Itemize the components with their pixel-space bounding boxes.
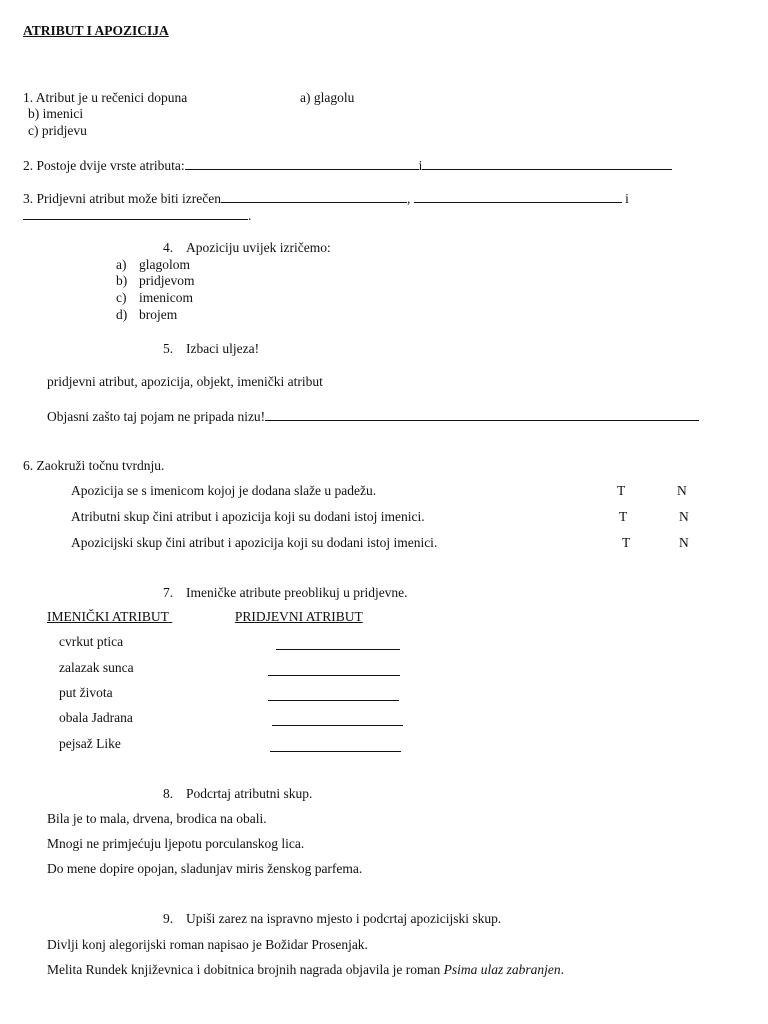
true-option[interactable]: T	[619, 509, 628, 524]
question-7-heading	[163, 585, 408, 601]
answer-blank[interactable]	[221, 190, 407, 203]
question-8-number: 8.	[163, 786, 174, 801]
nominal-attribute-item: zalazak sunca	[59, 660, 134, 675]
question-2-and: i	[418, 158, 423, 173]
nominal-attribute-item: cvrkut ptica	[59, 634, 124, 649]
false-option[interactable]: N	[679, 535, 689, 550]
statement-3: Apozicijski skup čini atribut i apozicija koji su dodani istoj imenici.	[71, 535, 438, 550]
answer-blank[interactable]	[268, 688, 399, 701]
question-5-heading	[163, 341, 259, 357]
column-header-adjectival: PRIDJEVNI ATRIBUT	[234, 609, 363, 624]
sentence: Divlji konj alegorijski roman napisao je Božidar Prosenjak.	[47, 937, 368, 952]
question-5-text: Izbaci uljeza!	[186, 341, 260, 356]
question-4-option-b	[116, 273, 195, 289]
option-letter: a)	[116, 257, 127, 272]
column-header-nominal: IMENIČKI ATRIBUT	[47, 609, 169, 624]
option-text: pridjevom	[139, 273, 195, 288]
question-7-number: 7.	[163, 585, 174, 600]
question-4-number: 4.	[163, 240, 174, 255]
sentence: Bila je to mala, drvena, brodica na obali.	[47, 811, 267, 826]
statement-1: Apozicija se s imenicom kojoj je dodana slaže u padežu.	[71, 483, 377, 498]
question-4-heading	[163, 240, 331, 256]
answer-blank[interactable]	[276, 637, 400, 650]
period: .	[248, 208, 252, 223]
question-5-list: pridjevni atribut, apozicija, objekt, imenički atribut	[47, 374, 323, 389]
period: .	[560, 962, 565, 977]
answer-blank[interactable]	[414, 190, 622, 203]
nominal-attribute-item: put života	[59, 685, 113, 700]
answer-blank[interactable]	[272, 713, 403, 726]
question-4-option-d	[116, 307, 177, 323]
question-7-text: Imeničke atribute preoblikuj u pridjevne.	[186, 585, 408, 600]
question-3-and: i	[625, 191, 629, 206]
nominal-attribute-item: pejsaž Like	[59, 736, 121, 751]
question-2	[23, 157, 672, 174]
question-3	[23, 190, 629, 207]
question-4-option-a	[116, 257, 190, 273]
question-9-text: Upiši zarez na ispravno mjesto i podcrtaj apozicijski skup.	[186, 911, 502, 926]
header-underline-gap	[169, 609, 235, 625]
sentence-text: Melita Rundek književnica i dobitnica brojnih nagrada objavila je roman	[47, 962, 441, 977]
false-option[interactable]: N	[677, 483, 687, 498]
answer-blank[interactable]	[185, 157, 419, 170]
option-text: imenicom	[139, 290, 193, 305]
question-1-text: 1. Atribut je u rečenici dopuna	[23, 90, 188, 105]
book-title: Psima ulaz zabranjen	[443, 962, 561, 977]
question-4-option-c	[116, 290, 193, 306]
answer-blank[interactable]	[265, 408, 699, 421]
question-1-option-c: c) pridjevu	[28, 123, 87, 138]
answer-blank[interactable]	[23, 207, 248, 220]
question-1-option-a: a) glagolu	[300, 90, 355, 105]
comma: ,	[406, 191, 411, 206]
option-letter: c)	[116, 290, 127, 305]
option-letter: b)	[116, 273, 128, 288]
answer-blank[interactable]	[268, 663, 400, 676]
option-text: glagolom	[139, 257, 190, 272]
question-1-option-b: b) imenici	[28, 106, 84, 121]
question-4-text: Apoziciju uvijek izričemo:	[186, 240, 331, 255]
sentence	[47, 962, 564, 978]
true-option[interactable]: T	[617, 483, 626, 498]
sentence: Do mene dopire opojan, sladunjav miris ženskog parfema.	[47, 861, 363, 876]
question-3-line-2	[23, 207, 251, 224]
sentence: Mnogi ne primjećuju ljepotu porculanskog lica.	[47, 836, 305, 851]
question-6-heading: 6. Zaokruži točnu tvrdnju.	[23, 458, 165, 473]
nominal-attribute-item: obala Jadrana	[59, 710, 133, 725]
statement-2: Atributni skup čini atribut i apozicija koji su dodani istoj imenici.	[71, 509, 425, 524]
option-letter: d)	[116, 307, 128, 322]
option-text: brojem	[139, 307, 178, 322]
question-2-text: 2. Postoje dvije vrste atributa:	[23, 158, 185, 173]
answer-blank[interactable]	[422, 157, 672, 170]
table-header	[47, 609, 363, 625]
true-option[interactable]: T	[622, 535, 631, 550]
false-option[interactable]: N	[679, 509, 689, 524]
question-3-text: 3. Pridjevni atribut može biti izrečen	[23, 191, 221, 206]
question-9-number: 9.	[163, 911, 174, 926]
question-5-explain	[47, 408, 699, 425]
question-8-heading	[163, 786, 312, 802]
question-9-heading	[163, 911, 501, 927]
question-5-number: 5.	[163, 341, 174, 356]
page-title: ATRIBUT I APOZICIJA	[23, 23, 169, 38]
question-5-explain-text: Objasni zašto taj pojam ne pripada nizu!	[47, 409, 266, 424]
question-8-text: Podcrtaj atributni skup.	[186, 786, 313, 801]
answer-blank[interactable]	[270, 739, 401, 752]
